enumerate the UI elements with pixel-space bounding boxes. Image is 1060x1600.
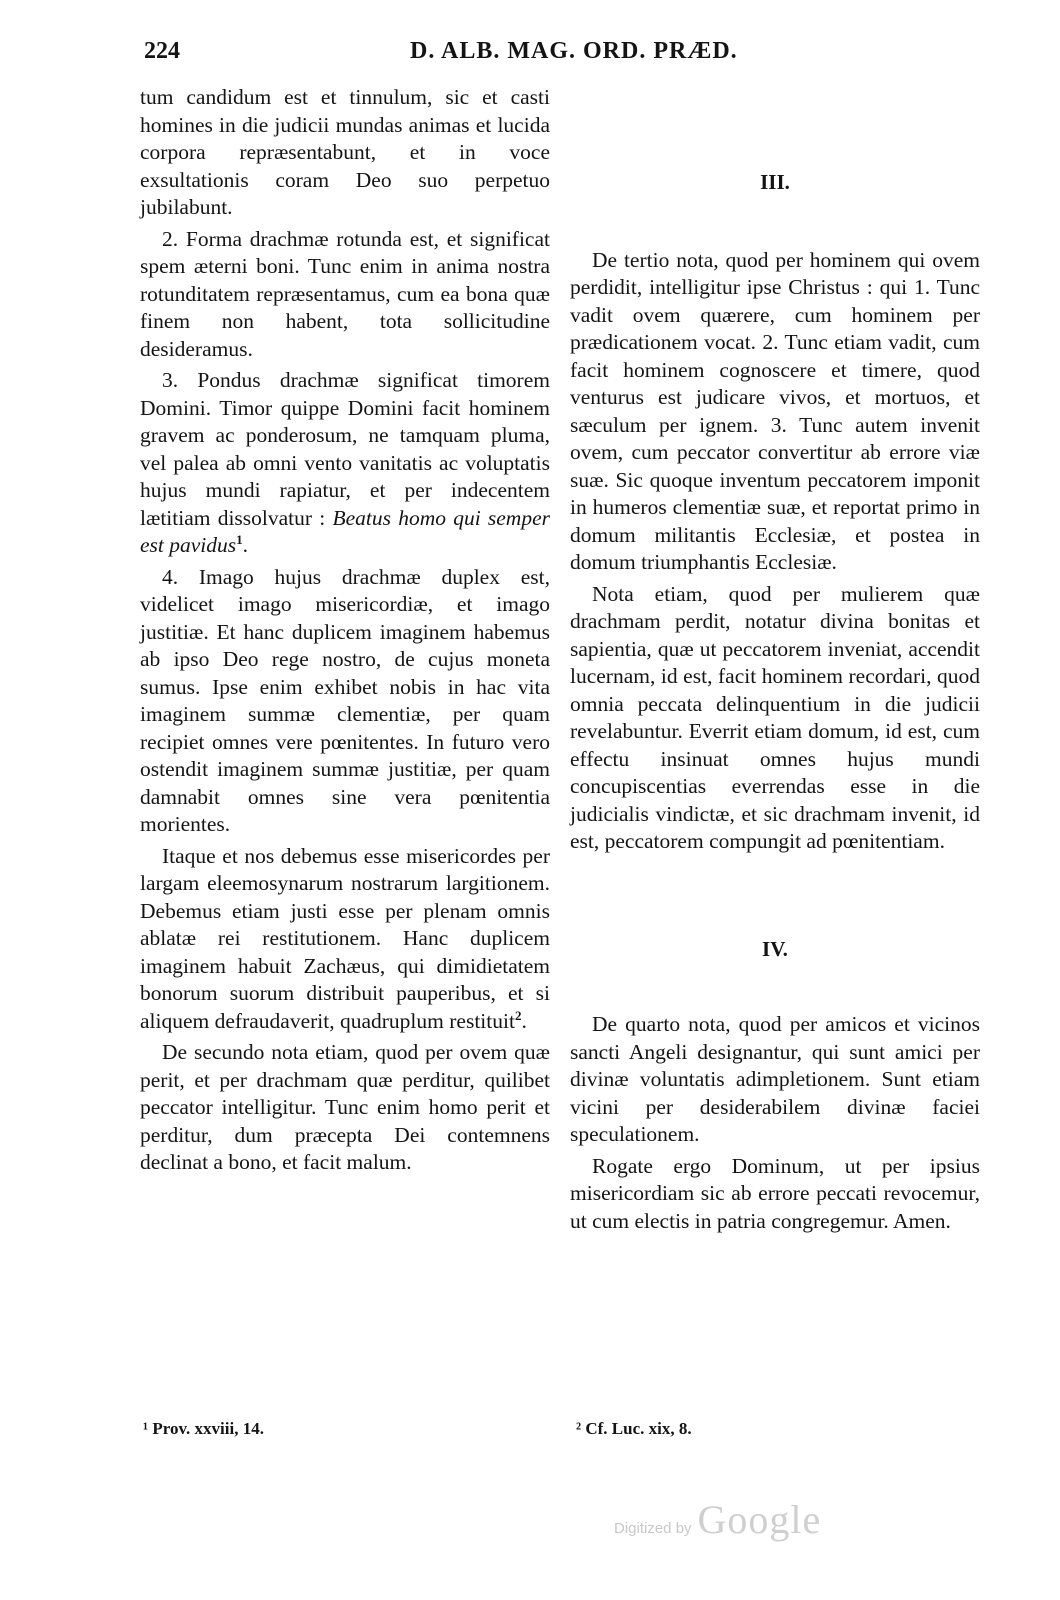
paragraph: De secundo nota etiam, quod per ovem quæ perit, et per drachmam quæ perditur, quilibet peccator intelligitur. Tunc enim homo perit et perditur, dum præcepta Dei contemnens declinat a bono, et facit malum.	[140, 1040, 550, 1174]
footnote-marker: 1	[236, 531, 243, 547]
paragraph: 4. Imago hujus drachmæ duplex est, videlicet imago misericordiæ, et imago justitiæ. Et hanc duplicem imaginem habemus ab ipso Deo rege nostro, de cujus moneta sumus. Ipse enim exhibet nobis in hac vita imaginem summæ clementiæ, per quam recipiet omnes vere pœnitentes. In futuro vero ostendit imaginem summæ justitiæ, per quam damnabit omnes sine vera pœnitentia morientes.	[140, 564, 550, 836]
footnote: ² Cf. Luc. xix, 8.	[576, 1419, 692, 1438]
digitization-watermark	[614, 1496, 821, 1543]
paragraph: tum candidum est et tinnulum, sic et casti homines in die judicii mundas animas et lucida corpora repræsentabunt, et in voce exsultationis coram Deo suo perpetuo jubilabunt.	[140, 85, 550, 219]
paragraph: Nota etiam, quod per mulierem quæ drachmam perdit, notatur divina bonitas et sapientia, quæ ut peccatorem inveniat, accendit lucernam, id est, facit hominem recordari, quod omnia peccata delinquentium in die judicii revelabuntur. Everrit etiam domum, id est, cum effectu insinuat omnes hujus mundi concupiscentias everrendas esse in die judicialis vindictæ, et sic drachmam invenit, id est, peccatorem compungit ad pœnitentiam.	[570, 581, 980, 853]
paragraph: De tertio nota, quod per hominem qui ovem perdidit, intelligitur ipse Christus : qui 1. Tunc vadit ovem quærere, cum hominem per prædicationem vocat. 2. Tunc etiam vadit, cum facit hominem cognoscere et timere, quod venturus est judicare vivos, et mortuos, et sæculum per ignem. 3. Tunc autem invenit ovem, cum peccator convertitur ab errore viæ suæ. Sic quoque inventum peccatorem imponit in humeros clementiæ suæ, et reportat primo in domum militantis Ecclesiæ, et postea in domum triumphantis Ecclesiæ.	[570, 247, 980, 574]
paragraph-text: 3. Pondus drachmæ significat timorem Domini. Timor quippe Domini facit hominem gravem ac ponderosum, ne tamquam pluma, vel palea ab omni vento vanitatis ac voluptatis hujus mundi rapiatur, et per indecentem lætitiam dissolvatur :	[140, 368, 550, 530]
paragraph-text: Itaque et nos debemus esse misericordes per largam eleemosynarum nostrarum largitionem. Debemus etiam justi esse per plenam omnis ablatæ rei restitutionem. Hanc duplicem imaginem habuit Zachæus, qui dimidietatem bonorum suorum distribuit pauperibus, et si aliquem defraudaverit, quadruplum restituit	[140, 843, 550, 1033]
section-heading: III.	[760, 170, 790, 194]
footnote: ¹ Prov. xxviii, 14.	[143, 1419, 264, 1438]
left-column	[140, 84, 550, 1181]
paragraph	[140, 367, 550, 560]
google-logo: Google	[697, 1497, 822, 1542]
scripture-quote: Beatus homo qui semper est pavidus	[140, 505, 550, 557]
footnote-marker: 2	[514, 1007, 522, 1023]
running-head: D. ALB. MAG. ORD. PRÆD.	[410, 38, 738, 64]
paragraph: 2. Forma drachmæ rotunda est, et significat spem æterni boni. Tunc enim in anima nostra rotunditatem repræsentamus, cum ea bona quæ finem non habent, tota sollicitudine desideramus.	[140, 226, 550, 361]
page-number: 224	[144, 38, 180, 64]
right-column	[570, 84, 980, 1239]
punctuation: .	[242, 533, 249, 557]
paragraph: De quarto nota, quod per amicos et vicinos sancti Angeli designantur, qui sunt amici per divinæ voluntatis adimpletionem. Sunt etiam vicini per desiderabilem divinæ faciei speculationem.	[570, 1012, 980, 1146]
section-heading: IV.	[762, 936, 788, 961]
paragraph	[140, 843, 550, 1036]
paragraph: Rogate ergo Dominum, ut per ipsius misericordiam sic ab errore peccati revocemur, ut cum electis in patria congregemur. Amen.	[570, 1153, 980, 1233]
watermark-prefix: Digitized by	[614, 1520, 692, 1537]
punctuation: .	[521, 1008, 527, 1033]
page-header	[140, 38, 970, 78]
